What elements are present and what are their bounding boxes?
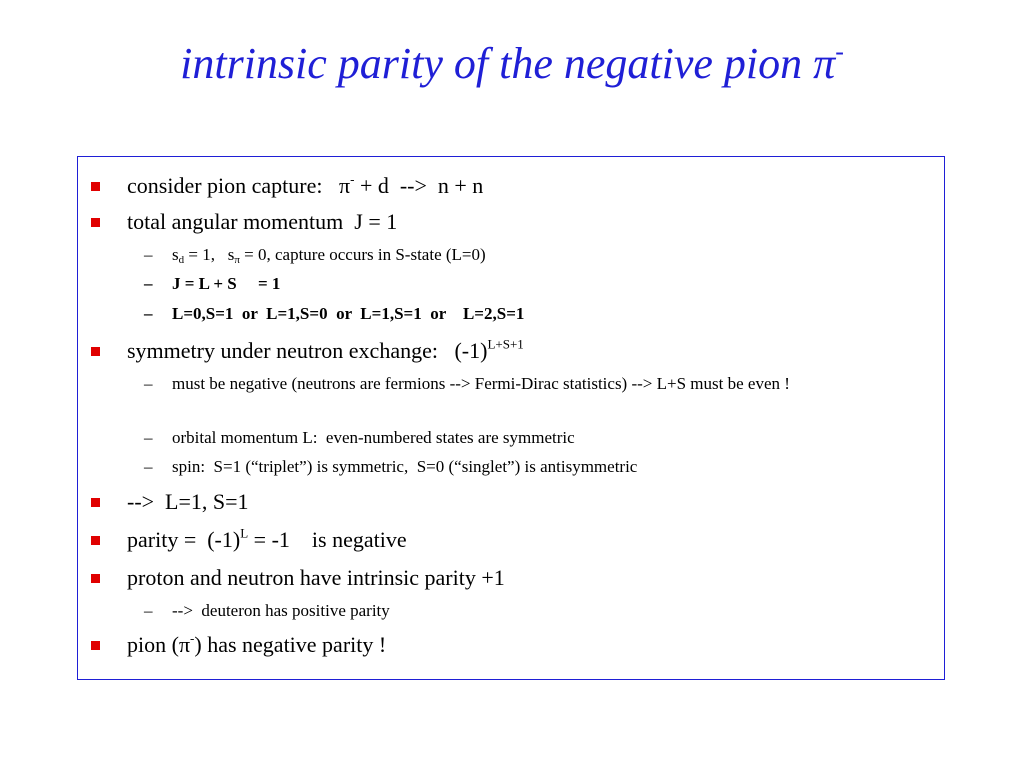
dash-bullet-icon: –	[144, 245, 153, 264]
bullet-neutron-exchange-symmetry: symmetry under neutron exchange: $(-1)^{L+S+1}$	[78, 338, 944, 364]
dash-bullet-icon: –	[144, 304, 153, 323]
bullet-proton-neutron-parity: proton and neutron have intrinsic parity +1	[78, 565, 944, 591]
bullet-total-angular-momentum: total angular momentum J = 1	[78, 209, 944, 235]
dash-bullet-icon: –	[144, 601, 153, 620]
bullet-pion-capture: consider pion capture: π- + d --> n + n	[78, 173, 944, 199]
subbullet-must-be-negative: – must be negative (neutrons are fermions --> Fermi-Dirac statistics) --> L+S must be even !	[144, 374, 790, 393]
bullet-parity-negative: parity = $(-1)^L = -1$ is negative	[78, 527, 944, 553]
red-square-bullet-icon	[91, 347, 100, 356]
subbullet-j-equation: – J = L + S = 1	[144, 274, 281, 293]
dash-bullet-icon: –	[144, 428, 153, 447]
subbullet-spin-values: – $s_d = 1$, $s_\pi = 0$, capture occurs in S-state (L=0)	[144, 245, 486, 266]
subbullet-deuteron-parity: – --> deuteron has positive parity	[144, 601, 390, 620]
subbullet-spin-symmetry: – spin: S=1 (“triplet”) is symmetric, S=0 (“singlet”) is antisymmetric	[144, 457, 638, 476]
red-square-bullet-icon	[91, 574, 100, 583]
bullet-pion-negative-parity: pion (π-) has negative parity !	[78, 632, 944, 658]
red-square-bullet-icon	[91, 641, 100, 650]
subbullet-orbital-momentum: – orbital momentum L: even-numbered states are symmetric	[144, 428, 575, 447]
red-square-bullet-icon	[91, 498, 100, 507]
slide-title	[0, 36, 1024, 92]
dash-bullet-icon: –	[144, 274, 153, 293]
subbullet-ls-combinations: – L=0,S=1 or L=1,S=0 or L=1,S=1 or L=2,S=1	[144, 304, 525, 323]
dash-bullet-icon: –	[144, 374, 153, 393]
red-square-bullet-icon	[91, 182, 100, 191]
red-square-bullet-icon	[91, 218, 100, 227]
dash-bullet-icon: –	[144, 457, 153, 476]
slide-title-text: intrinsic parity of the negative pion π	[180, 39, 836, 88]
content-box	[77, 156, 945, 680]
slide-title-superscript: -	[835, 36, 844, 66]
red-square-bullet-icon	[91, 536, 100, 545]
bullet-l1-s1: --> L=1, S=1	[78, 489, 944, 515]
